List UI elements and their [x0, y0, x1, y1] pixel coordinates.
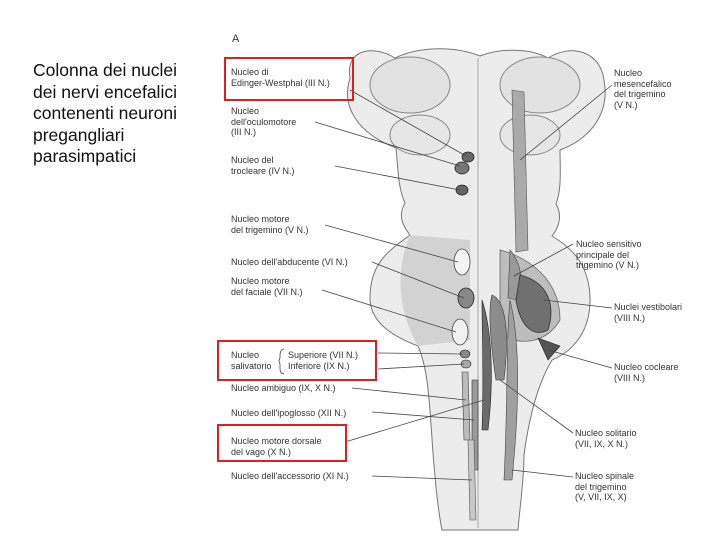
highlight-box-salivatorio: [217, 340, 377, 381]
label-line: Nucleo solitario: [575, 428, 637, 438]
label-line: Nucleo del: [231, 155, 274, 165]
label-ipoglosso: [231, 408, 346, 419]
nucleo-edinger-westphal: [462, 152, 474, 162]
label-vestibolari: [614, 302, 682, 323]
highlight-box-motore-vago: [217, 424, 347, 462]
label-line: mesencefalico: [614, 78, 672, 89]
label-line: Nucleo dell'ipoglosso (XII N.): [231, 408, 347, 418]
caption-line: parasimpatici: [33, 146, 137, 166]
label-line: Nucleo: [231, 350, 260, 360]
label-line: Nucleo: [231, 106, 260, 116]
caption-line: Colonna dei nuclei: [33, 60, 177, 80]
label-line: trigemino (V N.): [576, 260, 640, 270]
label-line: (V N.): [614, 99, 638, 110]
label-line: (III N.): [231, 127, 256, 137]
label-solitario: [575, 428, 637, 449]
label-motore-trigemino: [231, 214, 309, 235]
nucleo-abducente: [458, 288, 474, 308]
panel-letter: A: [232, 33, 240, 45]
label-line: dell'oculomotore: [231, 116, 297, 127]
label-line: Nuclei vestibolari: [614, 302, 683, 312]
label-sensitivo: [576, 239, 642, 271]
label-line: (V, VII, IX, X): [575, 492, 627, 502]
highlight-box-edinger-westphal: [224, 57, 354, 101]
label-line: Nucleo dell'abducente (VI N.): [231, 257, 348, 267]
label-salivatorio-superiore: Superiore (VII N.): [288, 350, 359, 360]
label-mesencefalico: [614, 68, 672, 110]
label-line: Nucleo ambiguo (IX, X N.): [231, 383, 336, 393]
label-line: (VII, IX, X N.): [575, 438, 629, 449]
label-line: (VIII N.): [614, 372, 645, 383]
label-trocleare: [231, 155, 295, 176]
label-salivatorio-inferiore: Inferiore (IX N.): [288, 361, 350, 371]
label-cocleare: [614, 362, 679, 383]
label-oculomotore: [231, 106, 296, 138]
label-line: Edinger-Westphal (III N.): [231, 77, 330, 88]
nucleo-trocleare: [456, 185, 468, 195]
label-line: del trigemino: [575, 481, 627, 492]
label-line: salivatorio: [231, 360, 272, 371]
label-abducente: [231, 257, 348, 268]
label-line: Nucleo: [614, 68, 643, 78]
nucleo-motore-faciale: [452, 319, 468, 345]
label-motore-faciale: [231, 276, 303, 297]
label-accessorio: [231, 471, 349, 482]
label-line: Nucleo motore dorsale: [231, 436, 322, 446]
caption-line: contenenti neuroni: [33, 103, 177, 123]
label-line: del vago (X N.): [231, 446, 292, 457]
label-line: del faciale (VII N.): [231, 286, 303, 297]
label-line: trocleare (IV N.): [231, 165, 295, 176]
caption-line: dei nervi encefalici: [33, 81, 177, 102]
label-line: del trigemino (V N.): [231, 224, 309, 235]
label-spinale: [575, 471, 634, 503]
label-line: Nucleo motore: [231, 276, 290, 286]
label-line: Nucleo di: [231, 67, 269, 77]
superior-colliculus-right: [500, 57, 580, 113]
label-line: principale del: [576, 249, 630, 260]
caption-line: pregangliari: [33, 124, 125, 145]
nucleo-oculomotore: [455, 162, 469, 174]
label-line: Nucleo sensitivo: [576, 239, 642, 249]
label-line: Nucleo motore: [231, 214, 290, 224]
inferior-colliculus-left: [390, 115, 450, 155]
label-ambiguo: [231, 383, 336, 394]
label-line: del trigemino: [614, 89, 666, 99]
label-line: Nucleo dell'accessorio (XI N.): [231, 471, 349, 481]
label-line: Nucleo spinale: [575, 471, 635, 481]
superior-colliculus-left: [370, 57, 450, 113]
label-line: Nucleo cocleare: [614, 362, 679, 372]
label-line: (VIII N.): [614, 312, 645, 323]
nucleo-motore-trigemino: [454, 249, 470, 275]
